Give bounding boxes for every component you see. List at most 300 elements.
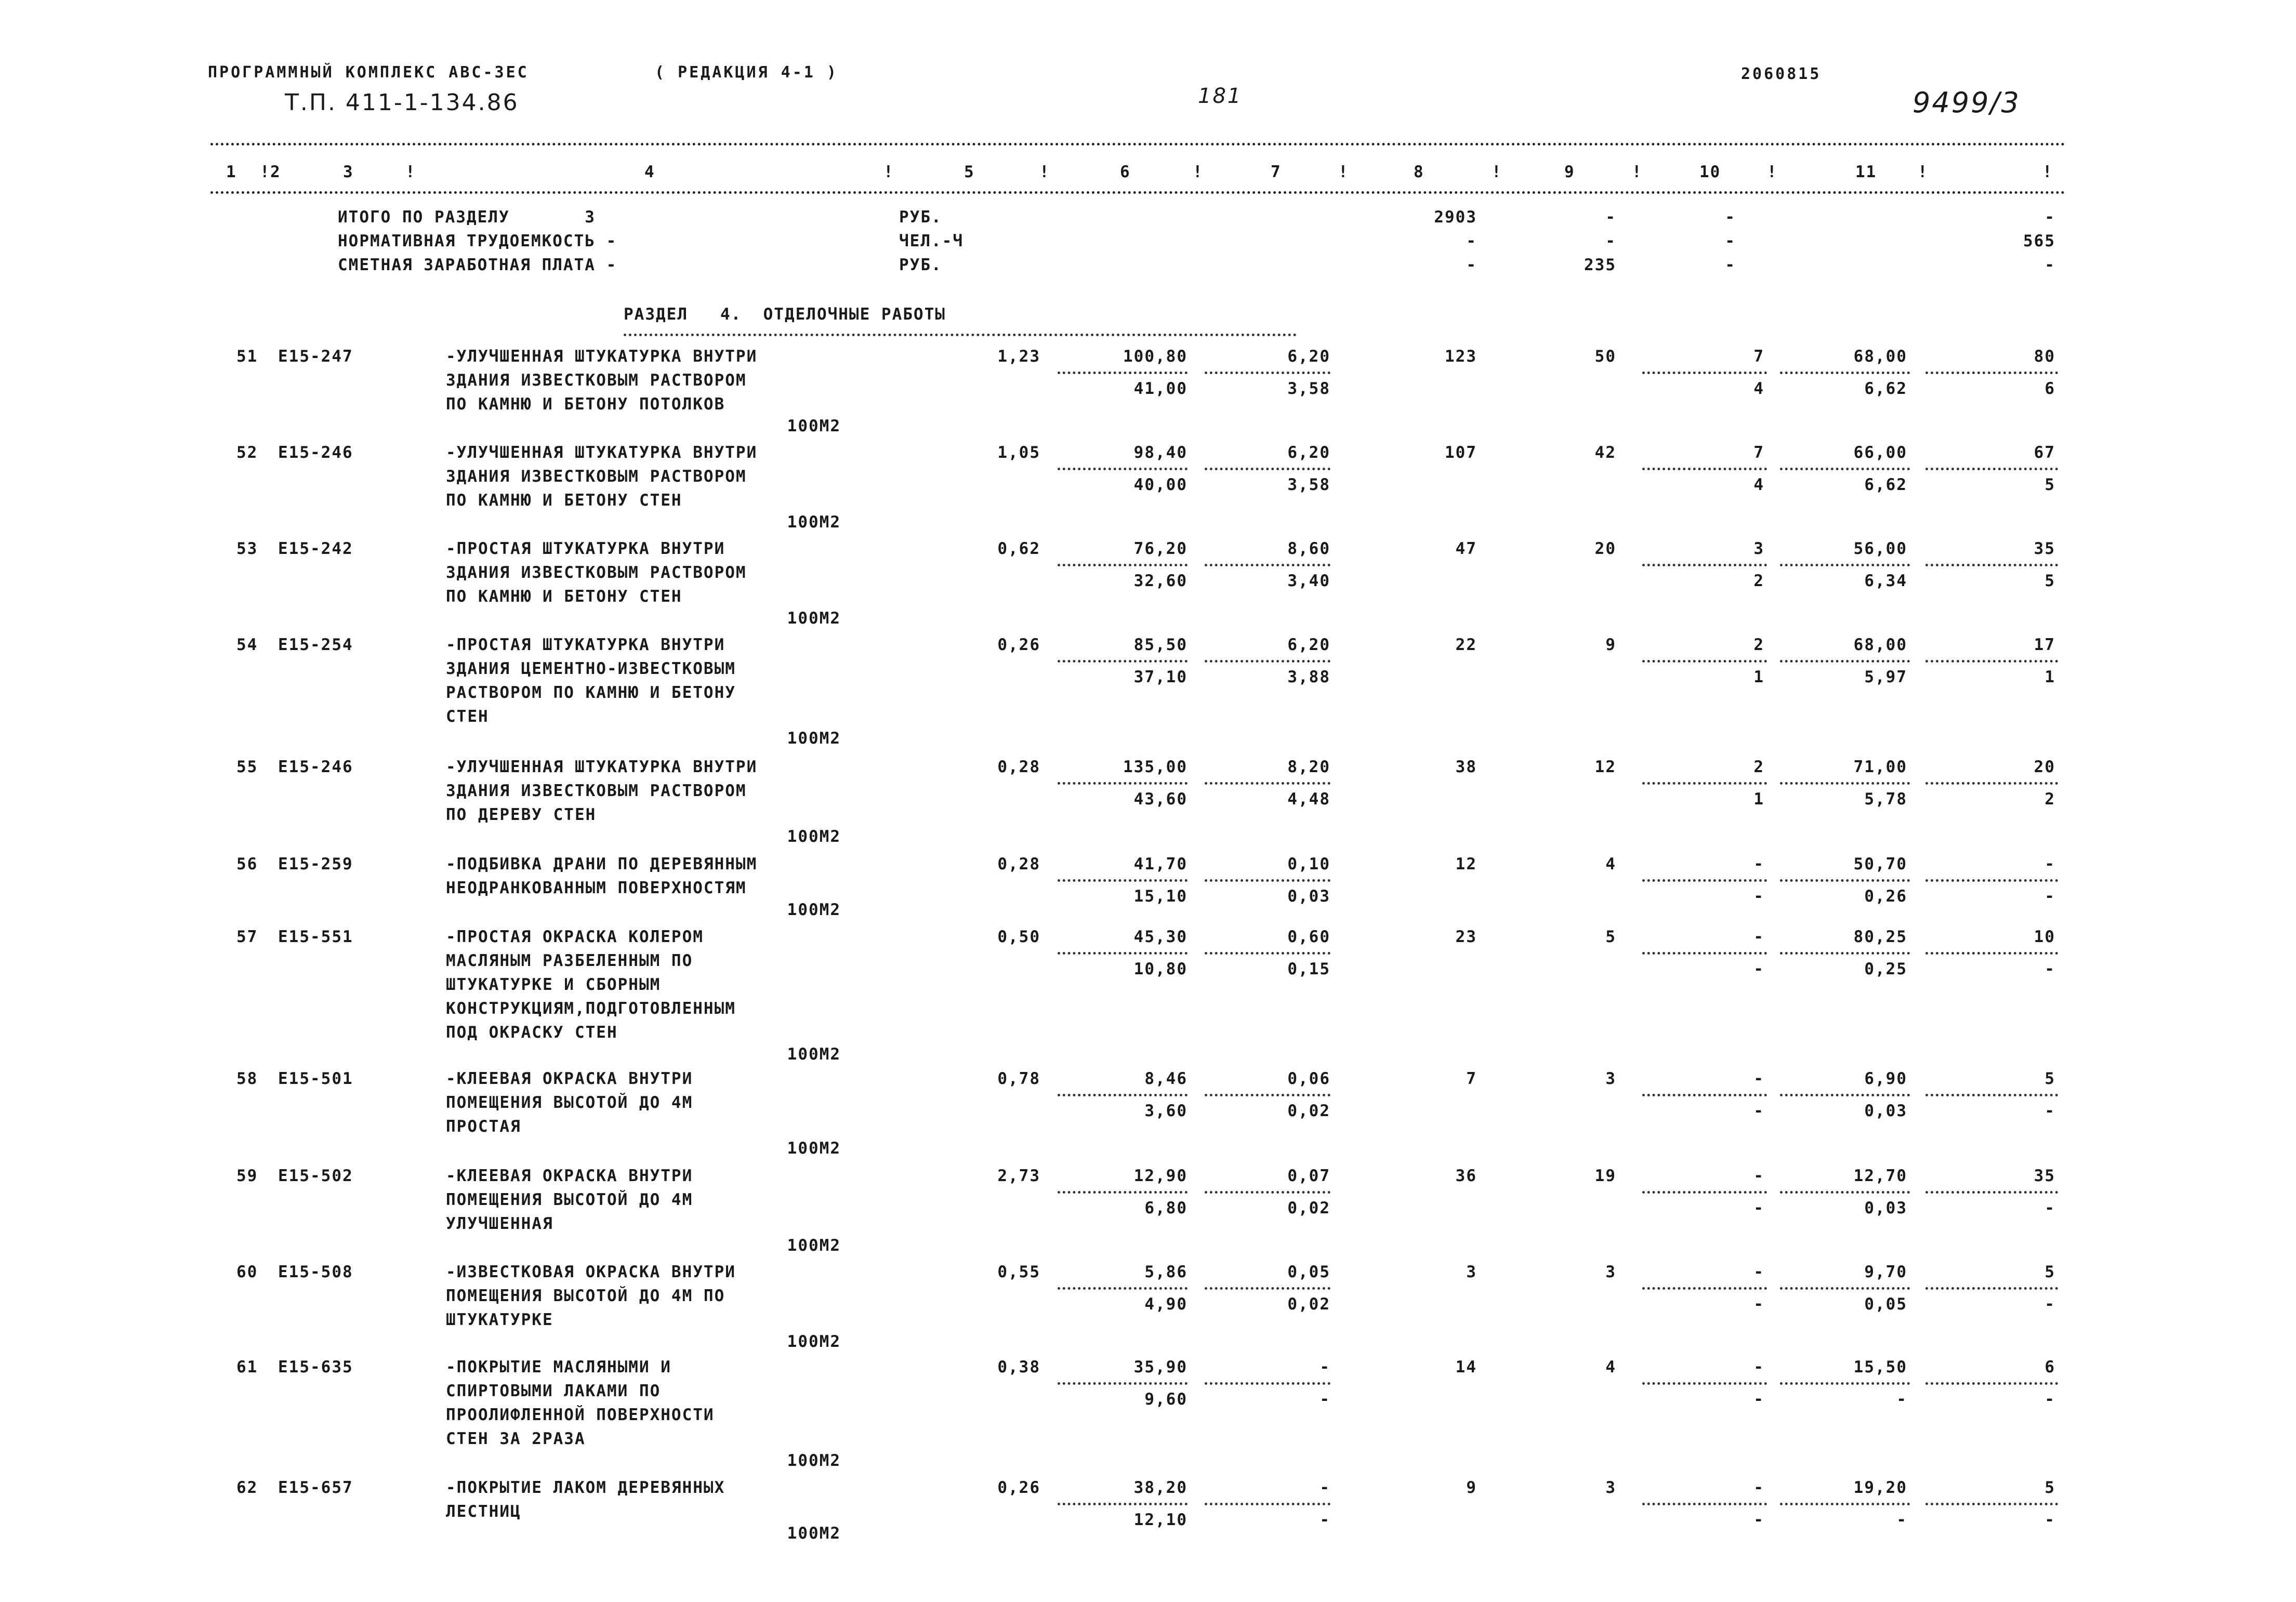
labor-total-divider (1925, 1191, 2058, 1194)
item-unit-wage: 40,00 (1133, 475, 1187, 494)
item-unit-price: 45,30 (1133, 928, 1187, 946)
item-labor-total: 6 (2044, 1358, 2055, 1376)
doc-number: 9499/3 (1912, 86, 2021, 119)
summary-col11: 565 (2023, 232, 2055, 250)
item-unit-wage: 3,60 (1144, 1102, 1187, 1120)
item-unit-price: 135,00 (1123, 758, 1187, 776)
labor-total-divider (1925, 564, 2058, 566)
item-unit-wage: 4,90 (1144, 1295, 1187, 1314)
machine-divider (1205, 1503, 1330, 1505)
item-description-line: РАСТВОРОМ ПО КАМНЮ И БЕТОНУ (446, 683, 736, 702)
program-title: ПРОГРАММНЫЙ КОМПЛЕКС АВС-ЗЕС (208, 63, 529, 82)
item-unit: 100М2 (787, 1524, 841, 1543)
item-number: 56 (236, 855, 258, 873)
column-number-7: 7 (1271, 163, 1282, 181)
item-total-wage: 50 (1594, 347, 1616, 366)
item-quantity: 0,50 (997, 928, 1040, 946)
labor-divider (1780, 1287, 1910, 1290)
labor-divider (1780, 952, 1910, 955)
item-labor-norm-machine: 0,25 (1864, 960, 1907, 978)
item-labor-norm: 50,70 (1853, 855, 1907, 873)
item-labor-total: 5 (2044, 1478, 2055, 1497)
page-number: 181 (1198, 84, 1243, 108)
labor-total-divider (1925, 1382, 2058, 1385)
item-machine-wage: 0,02 (1287, 1295, 1330, 1314)
item-description-line: ПО КАМНЮ И БЕТОНУ ПОТОЛКОВ (446, 395, 725, 414)
item-description-line: УЛУЧШЕННАЯ (446, 1214, 553, 1233)
item-description-line: -КЛЕЕВАЯ ОКРАСКА ВНУТРИ (446, 1167, 693, 1185)
labor-total-divider (1925, 879, 2058, 882)
item-labor-norm-machine: 6,34 (1864, 572, 1907, 590)
summary-col11: - (2044, 208, 2055, 227)
summary-unit: ЧЕЛ.-Ч (899, 232, 964, 250)
item-total-machine-wage: - (1753, 1199, 1764, 1217)
item-total-machine-wage: - (1753, 1511, 1764, 1529)
item-total-machine-wage: - (1753, 1102, 1764, 1120)
item-number: 51 (236, 347, 258, 366)
item-total-machine: - (1753, 1358, 1764, 1376)
column-number-9: 9 (1564, 163, 1575, 181)
item-description-line: -УЛУЧШЕННАЯ ШТУКАТУРКА ВНУТРИ (446, 443, 758, 462)
total-machine-divider (1642, 660, 1767, 663)
item-description-line: ЗДАНИЯ ИЗВЕСТКОВЫМ РАСТВОРОМ (446, 371, 747, 390)
item-labor-total: 5 (2044, 1263, 2055, 1281)
item-code: Е15-635 (278, 1358, 353, 1376)
item-unit: 100М2 (787, 901, 841, 919)
summary-col7: - (1466, 256, 1477, 274)
item-total-cost: 14 (1455, 1358, 1477, 1376)
column-separator: ! (2042, 163, 2053, 181)
item-labor-total: 5 (2044, 1069, 2055, 1088)
item-total-cost: 107 (1445, 443, 1477, 462)
item-machine-price: 8,60 (1287, 539, 1330, 558)
item-quantity: 0,78 (997, 1069, 1040, 1088)
labor-divider (1780, 1094, 1910, 1096)
item-total-machine: 3 (1753, 539, 1764, 558)
item-labor-norm: 56,00 (1853, 539, 1907, 558)
item-labor-norm-machine: 0,03 (1864, 1102, 1907, 1120)
item-code: Е15-508 (278, 1263, 353, 1281)
item-total-cost: 38 (1455, 758, 1477, 776)
machine-divider (1205, 468, 1330, 470)
labor-divider (1780, 372, 1910, 374)
item-code: Е15-242 (278, 539, 353, 558)
machine-divider (1205, 564, 1330, 566)
machine-divider (1205, 952, 1330, 955)
item-number: 55 (236, 758, 258, 776)
document-code: 2060815 (1741, 65, 1822, 83)
item-total-machine: 7 (1753, 443, 1764, 462)
labor-divider (1780, 564, 1910, 566)
item-total-machine-wage: 1 (1753, 668, 1764, 686)
item-total-wage: 42 (1594, 443, 1616, 462)
item-machine-price: 6,20 (1287, 635, 1330, 654)
labor-total-divider (1925, 952, 2058, 955)
item-description-line: -УЛУЧШЕННАЯ ШТУКАТУРКА ВНУТРИ (446, 758, 758, 776)
price-divider (1058, 1094, 1187, 1096)
item-unit-price: 76,20 (1133, 539, 1187, 558)
machine-divider (1205, 1382, 1330, 1385)
item-description-line: ПРОСТАЯ (446, 1117, 521, 1136)
item-number: 57 (236, 928, 258, 946)
item-total-cost: 47 (1455, 539, 1477, 558)
item-total-wage: 19 (1594, 1167, 1616, 1185)
item-labor-norm-machine: 6,62 (1864, 379, 1907, 398)
summary-unit: РУБ. (899, 256, 942, 274)
item-machine-wage: 3,58 (1287, 379, 1330, 398)
item-labor-total: 35 (2034, 1167, 2055, 1185)
item-total-machine-wage: - (1753, 1295, 1764, 1314)
item-total-wage: 4 (1605, 855, 1616, 873)
item-labor-norm: 80,25 (1853, 928, 1907, 946)
total-machine-divider (1642, 372, 1767, 374)
column-separator: ! (1338, 163, 1349, 181)
item-description-line: СТЕН ЗА 2РАЗА (446, 1429, 586, 1448)
item-number: 61 (236, 1358, 258, 1376)
item-number: 54 (236, 635, 258, 654)
price-divider (1058, 468, 1187, 470)
summary-unit: РУБ. (899, 208, 942, 227)
item-machine-wage: - (1319, 1511, 1330, 1529)
item-total-machine: 7 (1753, 347, 1764, 366)
item-unit-wage: 12,10 (1133, 1511, 1187, 1529)
item-labor-total: 10 (2034, 928, 2055, 946)
item-description-line: СТЕН (446, 707, 489, 726)
item-unit-price: 5,86 (1144, 1263, 1187, 1281)
machine-divider (1205, 879, 1330, 882)
item-labor-norm-machine: 5,78 (1864, 790, 1907, 809)
item-code: Е15-246 (278, 443, 353, 462)
item-code: Е15-246 (278, 758, 353, 776)
item-description-line: ШТУКАТУРКЕ И СБОРНЫМ (446, 975, 661, 994)
header-rule-top (210, 143, 2066, 145)
item-labor-norm: 6,90 (1864, 1069, 1907, 1088)
column-number-8: 8 (1414, 163, 1424, 181)
item-description-line: ЗДАНИЯ ИЗВЕСТКОВЫМ РАСТВОРОМ (446, 563, 747, 582)
item-code: Е15-551 (278, 928, 353, 946)
item-unit-wage: 32,60 (1133, 572, 1187, 590)
item-labor-total-machine: - (2044, 1102, 2055, 1120)
item-quantity: 0,38 (997, 1358, 1040, 1376)
column-number-1: 1 (226, 163, 237, 181)
machine-divider (1205, 782, 1330, 785)
item-unit-price: 85,50 (1133, 635, 1187, 654)
item-labor-norm-machine: 0,03 (1864, 1199, 1907, 1217)
item-code: Е15-254 (278, 635, 353, 654)
item-quantity: 0,62 (997, 539, 1040, 558)
item-machine-wage: 3,58 (1287, 475, 1330, 494)
item-unit-wage: 15,10 (1133, 887, 1187, 906)
item-machine-wage: 0,03 (1287, 887, 1330, 906)
item-total-wage: 4 (1605, 1358, 1616, 1376)
header-rule-bottom (210, 191, 2066, 194)
item-description-line: ПО КАМНЮ И БЕТОНУ СТЕН (446, 491, 682, 510)
column-separator: ! (1039, 163, 1050, 181)
price-divider (1058, 879, 1187, 882)
item-labor-norm: 66,00 (1853, 443, 1907, 462)
labor-divider (1780, 782, 1910, 785)
item-unit-wage: 9,60 (1144, 1390, 1187, 1409)
item-quantity: 2,73 (997, 1167, 1040, 1185)
item-quantity: 0,28 (997, 758, 1040, 776)
item-machine-price: 6,20 (1287, 443, 1330, 462)
item-unit-price: 38,20 (1133, 1478, 1187, 1497)
item-unit: 100М2 (787, 1045, 841, 1064)
price-divider (1058, 660, 1187, 663)
item-description-line: ПОД ОКРАСКУ СТЕН (446, 1023, 618, 1042)
total-machine-divider (1642, 1287, 1767, 1290)
item-unit-price: 35,90 (1133, 1358, 1187, 1376)
item-total-machine: - (1753, 1263, 1764, 1281)
labor-divider (1780, 660, 1910, 663)
item-total-wage: 5 (1605, 928, 1616, 946)
item-labor-total: 35 (2034, 539, 2055, 558)
labor-total-divider (1925, 1503, 2058, 1505)
item-machine-price: 0,10 (1287, 855, 1330, 873)
item-total-cost: 23 (1455, 928, 1477, 946)
item-labor-total-machine: 6 (2044, 379, 2055, 398)
item-description-line: КОНСТРУКЦИЯМ,ПОДГОТОВЛЕННЫМ (446, 999, 736, 1018)
item-description-line: ЗДАНИЯ ИЗВЕСТКОВЫМ РАСТВОРОМ (446, 467, 747, 486)
item-total-cost: 7 (1466, 1069, 1477, 1088)
summary-col8: 235 (1584, 256, 1616, 274)
item-unit-wage: 10,80 (1133, 960, 1187, 978)
labor-total-divider (1925, 1094, 2058, 1096)
item-description-line: -ПРОСТАЯ ШТУКАТУРКА ВНУТРИ (446, 635, 725, 654)
item-total-machine-wage: - (1753, 1390, 1764, 1409)
item-total-wage: 3 (1605, 1263, 1616, 1281)
column-number-10: 10 (1699, 163, 1721, 181)
price-divider (1058, 372, 1187, 374)
item-labor-total: 80 (2034, 347, 2055, 366)
item-machine-wage: 0,02 (1287, 1102, 1330, 1120)
item-total-machine: - (1753, 928, 1764, 946)
item-total-machine: - (1753, 1478, 1764, 1497)
item-unit-wage: 37,10 (1133, 668, 1187, 686)
item-machine-price: 8,20 (1287, 758, 1330, 776)
labor-divider (1780, 1503, 1910, 1505)
price-divider (1058, 1503, 1187, 1505)
item-description-line: НЕОДРАНКОВАННЫМ ПОВЕРХНОСТЯМ (446, 879, 747, 897)
column-number-11: 11 (1855, 163, 1877, 181)
price-divider (1058, 1191, 1187, 1194)
item-unit: 100М2 (787, 827, 841, 846)
item-quantity: 0,28 (997, 855, 1040, 873)
column-separator: ! (1767, 163, 1778, 181)
labor-divider (1780, 468, 1910, 470)
machine-divider (1205, 1287, 1330, 1290)
item-total-machine: - (1753, 1167, 1764, 1185)
project-number: Т.П. 411-1-134.86 (285, 89, 519, 116)
price-divider (1058, 1287, 1187, 1290)
section-title-underline (624, 334, 1297, 336)
item-labor-total-machine: 5 (2044, 475, 2055, 494)
item-description-line: -ИЗВЕСТКОВАЯ ОКРАСКА ВНУТРИ (446, 1263, 736, 1281)
item-labor-total: 20 (2034, 758, 2055, 776)
item-unit: 100М2 (787, 513, 841, 532)
column-separator: ! (1193, 163, 1204, 181)
item-description-line: -УЛУЧШЕННАЯ ШТУКАТУРКА ВНУТРИ (446, 347, 758, 366)
section-title: РАЗДЕЛ 4. ОТДЕЛОЧНЫЕ РАБОТЫ (624, 305, 946, 324)
item-labor-total-machine: 1 (2044, 668, 2055, 686)
item-quantity: 1,05 (997, 443, 1040, 462)
item-total-wage: 3 (1605, 1069, 1616, 1088)
item-description-line: -ПОКРЫТИЕ МАСЛЯНЫМИ И (446, 1358, 671, 1376)
machine-divider (1205, 372, 1330, 374)
column-separator: ! (1632, 163, 1643, 181)
item-description-line: ПОМЕЩЕНИЯ ВЫСОТОЙ ДО 4М ПО (446, 1287, 725, 1305)
item-number: 62 (236, 1478, 258, 1497)
item-labor-norm-machine: 0,05 (1864, 1295, 1907, 1314)
column-separator: ! (883, 163, 894, 181)
column-number-6: 6 (1120, 163, 1131, 181)
item-machine-price: 0,07 (1287, 1167, 1330, 1185)
item-number: 60 (236, 1263, 258, 1281)
item-description-line: ЛЕСТНИЦ (446, 1502, 521, 1521)
item-machine-wage: - (1319, 1390, 1330, 1409)
item-labor-norm-machine: - (1896, 1390, 1907, 1409)
summary-col9: - (1725, 208, 1736, 227)
total-machine-divider (1642, 564, 1767, 566)
item-total-machine: 2 (1753, 635, 1764, 654)
item-code: Е15-657 (278, 1478, 353, 1497)
summary-col8: - (1605, 208, 1616, 227)
labor-total-divider (1925, 1287, 2058, 1290)
column-separator: ! (260, 163, 271, 181)
item-code: Е15-502 (278, 1167, 353, 1185)
labor-total-divider (1925, 782, 2058, 785)
total-machine-divider (1642, 1382, 1767, 1385)
item-description-line: -ПОКРЫТИЕ ЛАКОМ ДЕРЕВЯННЫХ (446, 1478, 725, 1497)
item-description-line: ПРООЛИФЛЕННОЙ ПОВЕРХНОСТИ (446, 1406, 715, 1424)
item-unit-price: 8,46 (1144, 1069, 1187, 1088)
item-unit: 100М2 (787, 417, 841, 435)
item-number: 53 (236, 539, 258, 558)
price-divider (1058, 952, 1187, 955)
item-description-line: ЗДАНИЯ ЦЕМЕНТНО-ИЗВЕСТКОВЫМ (446, 659, 736, 678)
total-machine-divider (1642, 468, 1767, 470)
item-total-machine-wage: 2 (1753, 572, 1764, 590)
item-code: Е15-259 (278, 855, 353, 873)
item-labor-norm-machine: 0,26 (1864, 887, 1907, 906)
item-total-wage: 3 (1605, 1478, 1616, 1497)
total-machine-divider (1642, 1503, 1767, 1505)
item-description-line: -ПРОСТАЯ ШТУКАТУРКА ВНУТРИ (446, 539, 725, 558)
item-unit-price: 100,80 (1123, 347, 1187, 366)
labor-total-divider (1925, 660, 2058, 663)
item-number: 58 (236, 1069, 258, 1088)
edition-label: ( РЕДАКЦИЯ 4-1 ) (655, 63, 838, 82)
item-labor-total-machine: - (2044, 1295, 2055, 1314)
summary-col9: - (1725, 256, 1736, 274)
item-total-machine-wage: 4 (1753, 475, 1764, 494)
item-description-line: -ПРОСТАЯ ОКРАСКА КОЛЕРОМ (446, 928, 704, 946)
item-labor-total-machine: 5 (2044, 572, 2055, 590)
item-total-machine: - (1753, 1069, 1764, 1088)
labor-total-divider (1925, 372, 2058, 374)
summary-col7: 2903 (1434, 208, 1477, 227)
item-labor-norm: 68,00 (1853, 635, 1907, 654)
labor-total-divider (1925, 468, 2058, 470)
item-description-line: ПО КАМНЮ И БЕТОНУ СТЕН (446, 587, 682, 606)
item-quantity: 0,26 (997, 635, 1040, 654)
item-machine-wage: 0,02 (1287, 1199, 1330, 1217)
item-unit-wage: 43,60 (1133, 790, 1187, 809)
machine-divider (1205, 660, 1330, 663)
machine-divider (1205, 1191, 1330, 1194)
item-labor-norm-machine: - (1896, 1511, 1907, 1529)
item-machine-price: - (1319, 1358, 1330, 1376)
item-labor-norm: 12,70 (1853, 1167, 1907, 1185)
item-machine-price: - (1319, 1478, 1330, 1497)
item-labor-total-machine: - (2044, 1511, 2055, 1529)
item-number: 52 (236, 443, 258, 462)
item-quantity: 0,55 (997, 1263, 1040, 1281)
column-number-3: 3 (343, 163, 354, 181)
item-description-line: ШТУКАТУРКЕ (446, 1310, 553, 1329)
item-machine-wage: 4,48 (1287, 790, 1330, 809)
total-machine-divider (1642, 879, 1767, 882)
item-description-line: ПО ДЕРЕВУ СТЕН (446, 805, 597, 824)
item-labor-total-machine: 2 (2044, 790, 2055, 809)
summary-label: НОРМАТИВНАЯ ТРУДОЕМКОСТЬ - (338, 232, 617, 250)
item-machine-wage: 3,88 (1287, 668, 1330, 686)
item-unit: 100М2 (787, 1139, 841, 1158)
summary-label: СМЕТНАЯ ЗАРАБОТНАЯ ПЛАТА - (338, 256, 617, 274)
price-divider (1058, 1382, 1187, 1385)
item-total-cost: 123 (1445, 347, 1477, 366)
item-unit: 100М2 (787, 1451, 841, 1470)
summary-col9: - (1725, 232, 1736, 250)
total-machine-divider (1642, 952, 1767, 955)
item-labor-total: 17 (2034, 635, 2055, 654)
item-quantity: 0,26 (997, 1478, 1040, 1497)
item-unit-price: 41,70 (1133, 855, 1187, 873)
item-labor-norm: 9,70 (1864, 1263, 1907, 1281)
item-total-machine-wage: - (1753, 887, 1764, 906)
price-divider (1058, 782, 1187, 785)
item-total-machine: - (1753, 855, 1764, 873)
item-description-line: ЗДАНИЯ ИЗВЕСТКОВЫМ РАСТВОРОМ (446, 782, 747, 800)
item-code: Е15-247 (278, 347, 353, 366)
item-description-line: ПОМЕЩЕНИЯ ВЫСОТОЙ ДО 4М (446, 1190, 693, 1209)
item-number: 59 (236, 1167, 258, 1185)
item-labor-total-machine: - (2044, 887, 2055, 906)
item-machine-price: 0,60 (1287, 928, 1330, 946)
item-total-cost: 12 (1455, 855, 1477, 873)
item-quantity: 1,23 (997, 347, 1040, 366)
summary-col11: - (2044, 256, 2055, 274)
item-description-line: ПОМЕЩЕНИЯ ВЫСОТОЙ ДО 4М (446, 1093, 693, 1112)
item-code: Е15-501 (278, 1069, 353, 1088)
item-unit-price: 98,40 (1133, 443, 1187, 462)
item-machine-price: 0,06 (1287, 1069, 1330, 1088)
price-divider (1058, 564, 1187, 566)
item-machine-price: 0,05 (1287, 1263, 1330, 1281)
item-labor-total-machine: - (2044, 1199, 2055, 1217)
item-labor-total: - (2044, 855, 2055, 873)
column-separator: ! (1492, 163, 1502, 181)
column-number-4: 4 (644, 163, 655, 181)
item-total-cost: 22 (1455, 635, 1477, 654)
item-unit-wage: 41,00 (1133, 379, 1187, 398)
item-labor-norm: 19,20 (1853, 1478, 1907, 1497)
item-unit: 100М2 (787, 1236, 841, 1255)
machine-divider (1205, 1094, 1330, 1096)
total-machine-divider (1642, 1191, 1767, 1194)
item-labor-norm-machine: 5,97 (1864, 668, 1907, 686)
item-labor-norm: 71,00 (1853, 758, 1907, 776)
